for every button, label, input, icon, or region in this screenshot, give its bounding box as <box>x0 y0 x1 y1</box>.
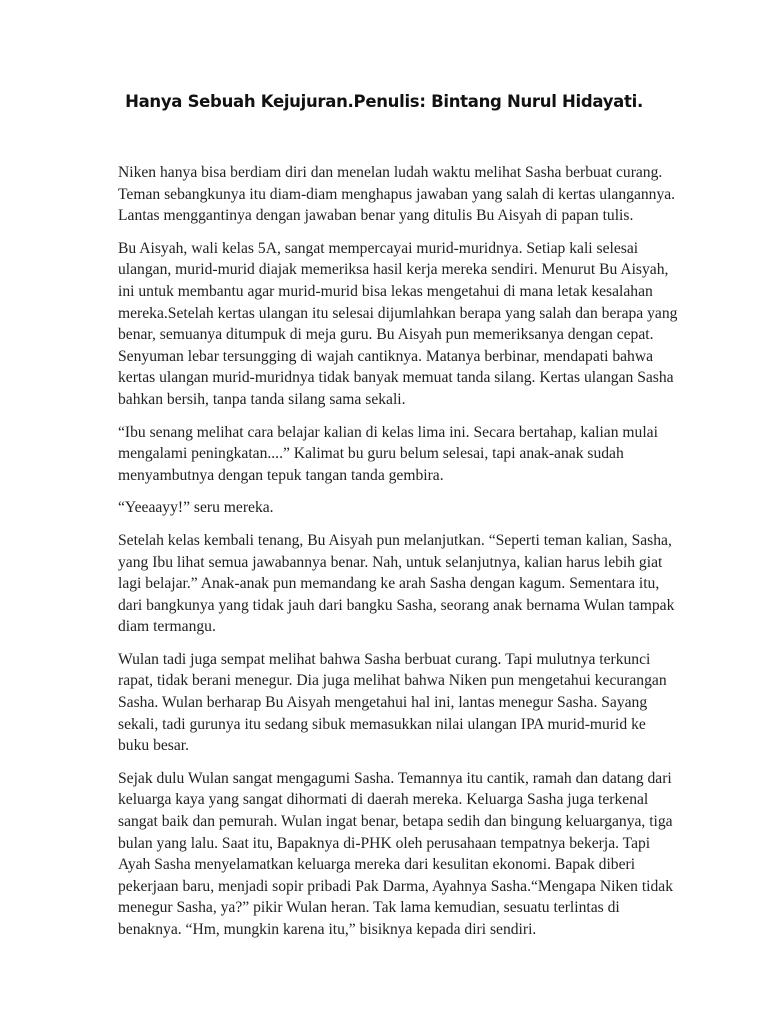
paragraph: Niken hanya bisa berdiam diri dan menelan ludah waktu melihat Sasha berbuat curang. Teman sebangkunya itu diam-diam menghapus jawaban yang salah di kertas ulangannya. Lantas menggantinya dengan jawaban benar yang ditulis Bu Aisyah di papan tulis. <box>118 164 676 225</box>
paragraph: Wulan tadi juga sempat melihat bahwa Sasha berbuat curang. Tapi mulutnya terkunci rapat, tidak berani menegur. Dia juga melihat bahwa Niken pun mengetahui kecurangan Sasha. Wulan berharap Bu Aisyah mengetahui hal ini, lantas menegur Sasha. Sayang sekali, tadi gurunya itu sedang sibuk memasukkan nilai ulangan IPA murid-murid ke buku besar. <box>118 650 667 755</box>
paragraph: Bu Aisyah, wali kelas 5A, sangat mempercayai murid-muridnya. Setiap kali selesai ulangan, murid-murid diajak memeriksa hasil kerja mereka sendiri. Menurut Bu Aisyah, ini untuk membantu agar murid-murid bisa lekas mengetahui di mana letak kesalahan mereka.Setelah kertas ulangan itu selesai dijumlahkan berapa yang salah dan berapa yang benar, semuanya ditumpuk di meja guru. Bu Aisyah pun memeriksanya dengan cepat. Senyuman lebar tersungging di wajah cantiknya. Matanya berbinar, mendapati bahwa kertas ulangan murid-muridnya tidak banyak memuat tanda silang. Kertas ulangan Sasha bahkan bersih, tanpa tanda silang sama sekali. <box>118 239 678 408</box>
document-title: Hanya Sebuah Kejujuran.Penulis: Bintang Nurul Hidayati. <box>125 92 643 111</box>
paragraph: Sejak dulu Wulan sangat mengagumi Sasha. Temannya itu cantik, ramah dan datang dari keluarga kaya yang sangat dihormati di daerah mereka. Keluarga Sasha juga terkenal sangat baik dan pemurah. Wulan ingat benar, betapa sedih dan bingung keluarganya, tiga bulan yang lalu. Saat itu, Bapaknya di-PHK oleh perusahaan tempatnya bekerja. Tapi Ayah Sasha menyelamatkan keluarga mereka dari kesulitan ekonomi. Bapak diberi pekerjaan baru, menjadi sopir pribadi Pak Darma, Ayahnya Sasha.“Mengapa Niken tidak menegur Sasha, ya?” pikir Wulan heran. Tak lama kemudian, sesuatu terlintas di benaknya. “Hm, mungkin karena itu,” bisiknya kepada diri sendiri. <box>118 769 674 938</box>
paragraph: “Ibu senang melihat cara belajar kalian di kelas lima ini. Secara bertahap, kalian mulai mengalami peningkatan....” Kalimat bu guru belum selesai, tapi anak-anak sudah menyambutnya dengan tepuk tangan tanda gembira. <box>118 423 658 484</box>
paragraph: Setelah kelas kembali tenang, Bu Aisyah pun melanjutkan. “Seperti teman kalian, Sasha, yang Ibu lihat semua jawabannya benar. Nah, untuk selanjutnya, kalian harus lebih giat lagi belajar.” Anak-anak pun memandang ke arah Sasha dengan kagum. Sementara itu, dari bangkunya yang tidak jauh dari bangku Sasha, seorang anak bernama Wulan tampak diam termangu. <box>118 531 675 636</box>
paragraph: “Yeeaayy!” seru mereka. <box>118 499 274 517</box>
document-body <box>118 162 678 952</box>
